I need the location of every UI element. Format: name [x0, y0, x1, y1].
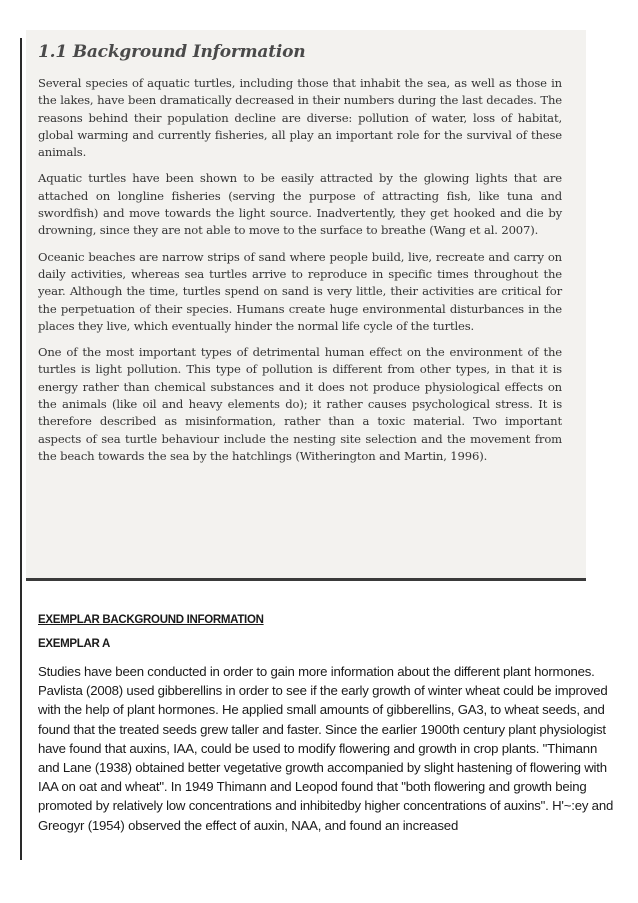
left-margin-rule [20, 38, 22, 860]
scan-paragraph: One of the most important types of detrimental human effect on the environment of the turtles is light pollution. This type of pollution is different from other types, in that it is energy rather than chemical substances and it does not produce physiological effects on the animals (like oil and heavy elements do); it rather causes psychological stress. It is therefore described as misinformation, rather than a toxic material. Two important aspects of sea turtle behaviour include the nesting site selection and the movement from the beach towards the sea by the hatchlings (Witherington and Martin, 1996). [38, 345, 562, 463]
exemplar-body: Studies have been conducted in order to gain more information about the different plant hormones. Pavlista (2008) used gibberellins in order to see if the early growth of winter wheat could be improved with the help of plant hormones. He applied small amounts of gibberellins, GA3, to wheat seeds, and found that the treated seeds grew taller and faster. Since the earlier 1900th century plant physiologist have found that auxins, IAA, could be used to modify flowering and growth in crop plants. "Thimann and Lane (1938) obtained better vegetative growth accompanied by slight hastening of flowering with IAA on oat and wheat". In 1949 Thimann and Leopod found that "both flowering and growth being promoted by relatively low concentrations and inhibitedby higher concentrations of auxins". H'~:ey and Greogyr (1954) observed the effect of auxin, NAA, and found an increased [38, 664, 614, 833]
exemplar-title: EXEMPLAR BACKGROUND INFORMATION [38, 614, 264, 626]
scan-heading: 1.1 Background Information [38, 42, 306, 62]
exemplar-subtitle: EXEMPLAR A [38, 638, 110, 650]
scan-paragraph: Several species of aquatic turtles, including those that inhabit the sea, as well as those in the lakes, have been dramatically decreased in their numbers during the last decades. The reasons behind their population decline are diverse: pollution of water, loss of habitat, global warming and currently fisheries, all play an important role for the survival of these animals. [38, 76, 562, 160]
exemplar-section [38, 614, 618, 835]
scan-paragraph: Oceanic beaches are narrow strips of sand where people build, live, recreate and carry on daily activities, whereas sea turtles arrive to reproduce in specific times throughout the year. Although the time, turtles spend on sand is very little, their activities are critical for the perpetuation of their species. Humans create huge environmental disturbances in the places they live, which eventually hinder the normal life cycle of the turtles. [38, 249, 562, 333]
scan-bottom-rule [26, 578, 586, 581]
scanned-excerpt [26, 30, 586, 580]
scan-paragraph: Aquatic turtles have been shown to be easily attracted by the glowing lights that are attached on longline fisheries (serving the purpose of attracting fish, like tuna and swordfish) and move towards the light source. Inadvertently, they get hooked and die by drowning, since they are not able to move to the surface to breathe (Wang et al. 2007). [38, 171, 562, 238]
